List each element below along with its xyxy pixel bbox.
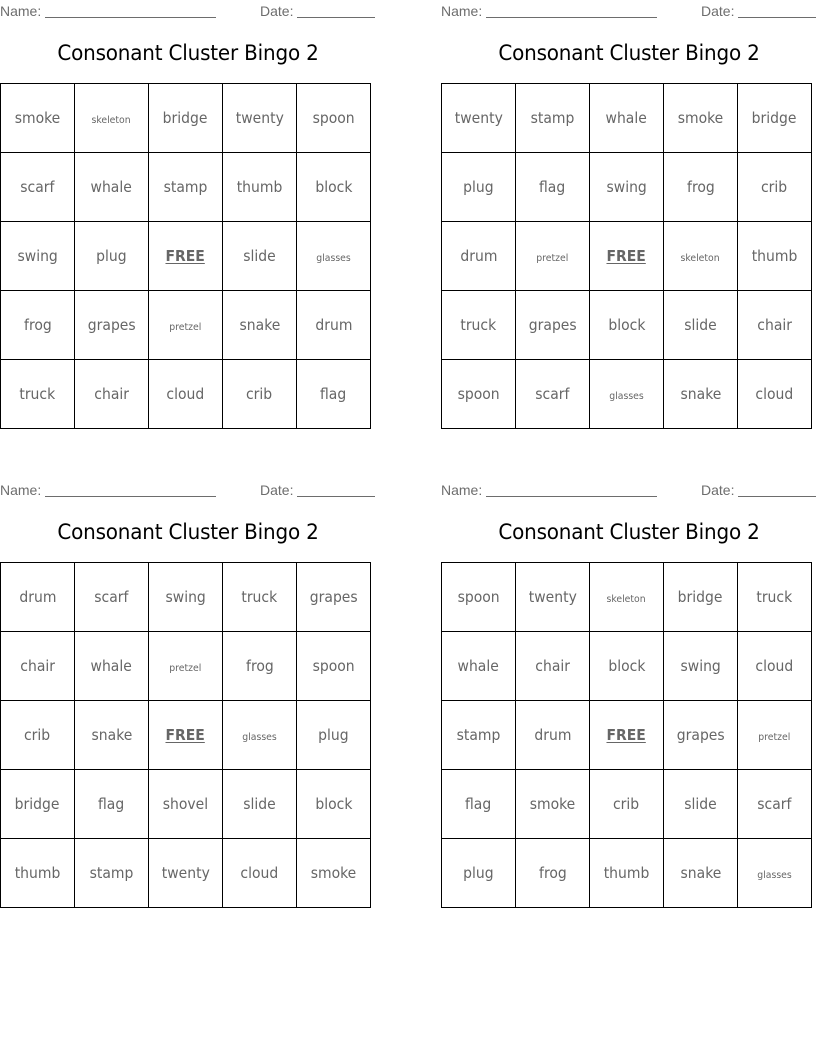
date-label: Date:	[260, 482, 294, 498]
cell-word: scarf	[94, 588, 129, 606]
bingo-cell[interactable]	[297, 222, 371, 291]
bingo-cell[interactable]	[442, 563, 516, 632]
cell-word: truck	[241, 588, 278, 606]
bingo-cell[interactable]	[738, 291, 812, 360]
bingo-cell[interactable]	[223, 632, 297, 701]
name-label: Name:	[441, 482, 483, 498]
cell-word: bridge	[15, 795, 60, 813]
bingo-cell[interactable]	[149, 770, 223, 839]
bingo-cell[interactable]	[149, 563, 223, 632]
bingo-cell[interactable]	[297, 84, 371, 153]
bingo-card-3	[0, 479, 376, 882]
cell-word: twenty	[454, 109, 503, 127]
name-field	[0, 3, 216, 19]
cell-word: grapes	[528, 316, 577, 334]
cell-word: spoon	[312, 109, 355, 127]
cell-word: truck	[19, 385, 56, 403]
date-field	[701, 482, 816, 498]
bingo-cell[interactable]	[738, 839, 812, 908]
grid-row	[442, 153, 812, 222]
cell-word: frog	[686, 178, 715, 196]
bingo-cell[interactable]	[223, 222, 297, 291]
bingo-cell[interactable]	[442, 839, 516, 908]
cell-word: cloud	[755, 385, 794, 403]
bingo-cell[interactable]	[223, 770, 297, 839]
name-blank-line[interactable]	[486, 482, 657, 497]
cell-word: block	[607, 316, 646, 334]
grid-row	[442, 563, 812, 632]
cell-word: grapes	[309, 588, 358, 606]
bingo-cell[interactable]	[442, 770, 516, 839]
bingo-cell[interactable]	[516, 770, 590, 839]
card-header	[441, 0, 816, 22]
bingo-cell[interactable]	[297, 360, 371, 429]
cell-word: skeleton	[606, 594, 647, 605]
card-header	[0, 479, 376, 501]
bingo-cell[interactable]	[516, 222, 590, 291]
name-field	[0, 482, 216, 498]
name-label: Name:	[0, 482, 42, 498]
bingo-cell[interactable]	[149, 153, 223, 222]
cell-word: flag	[98, 795, 125, 813]
cell-word: stamp	[456, 726, 501, 744]
cell-word: twenty	[235, 109, 284, 127]
cell-word: thumb	[603, 864, 650, 882]
bingo-cell[interactable]	[442, 153, 516, 222]
name-blank-line[interactable]	[486, 3, 657, 18]
bingo-cell[interactable]	[223, 563, 297, 632]
grid-row	[1, 84, 371, 153]
bingo-grid	[441, 562, 812, 908]
free-space-cell[interactable]	[590, 222, 664, 291]
bingo-cell[interactable]	[297, 770, 371, 839]
bingo-cell[interactable]	[738, 222, 812, 291]
grid-row	[442, 222, 812, 291]
cell-word: swing	[680, 657, 721, 675]
bingo-cell[interactable]	[738, 84, 812, 153]
cell-word: plug	[96, 247, 127, 265]
date-blank-line[interactable]	[297, 482, 375, 497]
date-label: Date:	[701, 482, 735, 498]
cell-word: twenty	[528, 588, 577, 606]
cell-word: snake	[91, 726, 132, 744]
bingo-cell[interactable]	[516, 701, 590, 770]
cell-word: chair	[757, 316, 792, 334]
cell-word: drum	[533, 726, 572, 744]
bingo-cell[interactable]	[664, 839, 738, 908]
grid-row	[1, 770, 371, 839]
cell-word: swing	[606, 178, 647, 196]
cell-word: slide	[684, 316, 717, 334]
cell-word: spoon	[457, 385, 500, 403]
date-label: Date:	[701, 3, 735, 19]
bingo-cell[interactable]	[1, 839, 75, 908]
bingo-cell[interactable]	[664, 153, 738, 222]
grid-row	[442, 770, 812, 839]
bingo-card-1	[0, 0, 376, 403]
free-space-cell[interactable]	[149, 222, 223, 291]
card-title: Consonant Cluster Bingo 2	[498, 520, 760, 544]
bingo-cell[interactable]	[75, 839, 149, 908]
cell-word: pretzel	[536, 253, 569, 264]
bingo-cell[interactable]	[590, 632, 664, 701]
bingo-cell[interactable]	[1, 632, 75, 701]
bingo-cell[interactable]	[442, 291, 516, 360]
cell-word: stamp	[89, 864, 134, 882]
cell-word: whale	[90, 178, 133, 196]
cell-word: drum	[314, 316, 353, 334]
bingo-cell[interactable]	[149, 84, 223, 153]
grid-row	[442, 839, 812, 908]
bingo-cell[interactable]	[590, 153, 664, 222]
name-blank-line[interactable]	[45, 3, 216, 18]
card-title: Consonant Cluster Bingo 2	[57, 520, 319, 544]
bingo-cell[interactable]	[516, 563, 590, 632]
bingo-cell[interactable]	[590, 563, 664, 632]
bingo-cell[interactable]	[664, 563, 738, 632]
cell-word: frog	[538, 864, 567, 882]
bingo-cell[interactable]	[516, 291, 590, 360]
cell-word: swing	[17, 247, 58, 265]
name-label: Name:	[441, 3, 483, 19]
cell-word: plug	[463, 178, 494, 196]
cell-word: glasses	[242, 732, 277, 743]
grid-row	[1, 360, 371, 429]
cell-word: scarf	[20, 178, 55, 196]
card-header	[0, 0, 376, 22]
bingo-cell[interactable]	[223, 839, 297, 908]
cell-word: grapes	[87, 316, 136, 334]
date-label: Date:	[260, 3, 294, 19]
cell-word: smoke	[529, 795, 576, 813]
cell-word: flag	[465, 795, 492, 813]
cell-word: whale	[457, 657, 500, 675]
bingo-cell[interactable]	[442, 360, 516, 429]
cell-word: flag	[539, 178, 566, 196]
grid-row	[442, 84, 812, 153]
bingo-cell[interactable]	[1, 291, 75, 360]
grid-row	[1, 291, 371, 360]
date-field	[701, 3, 816, 19]
cell-word: chair	[535, 657, 570, 675]
name-label: Name:	[0, 3, 42, 19]
name-field	[441, 482, 657, 498]
cell-word: snake	[680, 864, 721, 882]
cell-word: chair	[20, 657, 55, 675]
bingo-cell[interactable]	[75, 701, 149, 770]
card-title: Consonant Cluster Bingo 2	[57, 41, 319, 65]
grid-row	[1, 839, 371, 908]
grid-row	[442, 360, 812, 429]
bingo-cell[interactable]	[75, 770, 149, 839]
cell-word: grapes	[676, 726, 725, 744]
cell-word: crib	[24, 726, 51, 744]
cell-word: bridge	[163, 109, 208, 127]
bingo-cell[interactable]	[738, 632, 812, 701]
cell-word: drum	[18, 588, 57, 606]
cell-word: slide	[684, 795, 717, 813]
cell-word: crib	[761, 178, 788, 196]
cell-word: plug	[318, 726, 349, 744]
cell-word: stamp	[530, 109, 575, 127]
bingo-cell[interactable]	[664, 84, 738, 153]
bingo-cell[interactable]	[75, 84, 149, 153]
bingo-cell[interactable]	[664, 701, 738, 770]
bingo-cell[interactable]	[738, 360, 812, 429]
cell-word: crib	[613, 795, 640, 813]
cell-word: crib	[246, 385, 273, 403]
cell-word: drum	[459, 247, 498, 265]
cell-word: pretzel	[169, 322, 202, 333]
bingo-cell[interactable]	[75, 291, 149, 360]
bingo-cell[interactable]	[664, 770, 738, 839]
date-blank-line[interactable]	[738, 3, 816, 18]
bingo-cell[interactable]	[738, 563, 812, 632]
cell-word: spoon	[457, 588, 500, 606]
cell-word: plug	[463, 864, 494, 882]
bingo-cell[interactable]	[442, 632, 516, 701]
bingo-cell[interactable]	[590, 84, 664, 153]
bingo-cell[interactable]	[442, 222, 516, 291]
cell-word: snake	[239, 316, 280, 334]
bingo-cell[interactable]	[297, 701, 371, 770]
bingo-cell[interactable]	[223, 291, 297, 360]
bingo-cell[interactable]	[1, 360, 75, 429]
bingo-cell[interactable]	[149, 360, 223, 429]
bingo-grid	[0, 562, 371, 908]
bingo-grid	[441, 83, 812, 429]
bingo-cell[interactable]	[75, 632, 149, 701]
bingo-card-2	[441, 0, 816, 403]
name-blank-line[interactable]	[45, 482, 216, 497]
cell-word: slide	[243, 247, 276, 265]
card-title: Consonant Cluster Bingo 2	[498, 41, 760, 65]
grid-row	[442, 291, 812, 360]
cell-word: glasses	[757, 870, 792, 881]
bingo-cell[interactable]	[1, 770, 75, 839]
cell-word: whale	[605, 109, 648, 127]
cell-word: FREE	[606, 726, 647, 744]
cell-word: shovel	[162, 795, 209, 813]
cell-word: smoke	[677, 109, 724, 127]
card-header	[441, 479, 816, 501]
bingo-cell[interactable]	[149, 632, 223, 701]
name-field	[441, 3, 657, 19]
cell-word: glasses	[609, 391, 644, 402]
bingo-cell[interactable]	[223, 701, 297, 770]
bingo-cell[interactable]	[590, 839, 664, 908]
cell-word: slide	[243, 795, 276, 813]
bingo-cell[interactable]	[1, 701, 75, 770]
cell-word: glasses	[316, 253, 351, 264]
grid-row	[442, 701, 812, 770]
bingo-cell[interactable]	[1, 84, 75, 153]
cell-word: twenty	[161, 864, 210, 882]
bingo-cell[interactable]	[738, 153, 812, 222]
bingo-grid	[0, 83, 371, 429]
cell-word: thumb	[14, 864, 61, 882]
cell-word: thumb	[751, 247, 798, 265]
bingo-cell[interactable]	[516, 839, 590, 908]
cell-word: cloud	[755, 657, 794, 675]
grid-row	[1, 563, 371, 632]
bingo-cell[interactable]	[75, 153, 149, 222]
grid-row	[442, 632, 812, 701]
free-space-cell[interactable]	[149, 701, 223, 770]
date-blank-line[interactable]	[738, 482, 816, 497]
date-field	[260, 3, 375, 19]
bingo-cell[interactable]	[516, 632, 590, 701]
bingo-cell[interactable]	[664, 360, 738, 429]
bingo-cell[interactable]	[223, 84, 297, 153]
grid-row	[1, 153, 371, 222]
bingo-cell[interactable]	[442, 84, 516, 153]
bingo-cell[interactable]	[149, 839, 223, 908]
cell-word: truck	[460, 316, 497, 334]
bingo-card-4	[441, 479, 816, 882]
bingo-cell[interactable]	[738, 701, 812, 770]
cell-word: smoke	[14, 109, 61, 127]
bingo-cell[interactable]	[442, 701, 516, 770]
cell-word: frog	[245, 657, 274, 675]
cell-word: spoon	[312, 657, 355, 675]
bingo-cell[interactable]	[516, 153, 590, 222]
cell-word: whale	[90, 657, 133, 675]
cell-word: scarf	[535, 385, 570, 403]
date-field	[260, 482, 375, 498]
cell-word: block	[314, 795, 353, 813]
cell-word: thumb	[236, 178, 283, 196]
bingo-cell[interactable]	[516, 84, 590, 153]
cell-word: snake	[680, 385, 721, 403]
cell-word: cloud	[240, 864, 279, 882]
cell-word: pretzel	[169, 663, 202, 674]
cell-word: FREE	[165, 726, 206, 744]
free-space-cell[interactable]	[590, 701, 664, 770]
grid-row	[1, 701, 371, 770]
bingo-cell[interactable]	[297, 153, 371, 222]
bingo-cell[interactable]	[297, 839, 371, 908]
bingo-cell[interactable]	[664, 222, 738, 291]
cell-word: flag	[320, 385, 347, 403]
cell-word: pretzel	[758, 732, 791, 743]
bingo-cell[interactable]	[590, 770, 664, 839]
bingo-cell[interactable]	[590, 360, 664, 429]
bingo-cell[interactable]	[1, 222, 75, 291]
cell-word: chair	[94, 385, 129, 403]
cell-word: scarf	[757, 795, 792, 813]
cell-word: swing	[165, 588, 206, 606]
grid-row	[1, 222, 371, 291]
bingo-cell[interactable]	[1, 563, 75, 632]
date-blank-line[interactable]	[297, 3, 375, 18]
cell-word: cloud	[166, 385, 205, 403]
bingo-cell[interactable]	[75, 563, 149, 632]
bingo-cell[interactable]	[297, 291, 371, 360]
cell-word: smoke	[310, 864, 357, 882]
cell-word: truck	[756, 588, 793, 606]
bingo-cell[interactable]	[75, 222, 149, 291]
bingo-cell[interactable]	[1, 153, 75, 222]
bingo-cell[interactable]	[516, 360, 590, 429]
cell-word: stamp	[163, 178, 208, 196]
grid-row	[1, 632, 371, 701]
bingo-cell[interactable]	[297, 563, 371, 632]
bingo-cell[interactable]	[590, 291, 664, 360]
bingo-cell[interactable]	[664, 291, 738, 360]
bingo-cell[interactable]	[297, 632, 371, 701]
cell-word: block	[314, 178, 353, 196]
bingo-cell[interactable]	[149, 291, 223, 360]
cell-word: block	[607, 657, 646, 675]
bingo-cell[interactable]	[223, 360, 297, 429]
cell-word: skeleton	[91, 115, 132, 126]
cell-word: FREE	[606, 247, 647, 265]
bingo-cell[interactable]	[223, 153, 297, 222]
bingo-cell[interactable]	[738, 770, 812, 839]
cell-word: bridge	[678, 588, 723, 606]
cell-word: skeleton	[680, 253, 721, 264]
cell-word: bridge	[752, 109, 797, 127]
cell-word: FREE	[165, 247, 206, 265]
cell-word: frog	[23, 316, 52, 334]
bingo-cell[interactable]	[664, 632, 738, 701]
bingo-cell[interactable]	[75, 360, 149, 429]
